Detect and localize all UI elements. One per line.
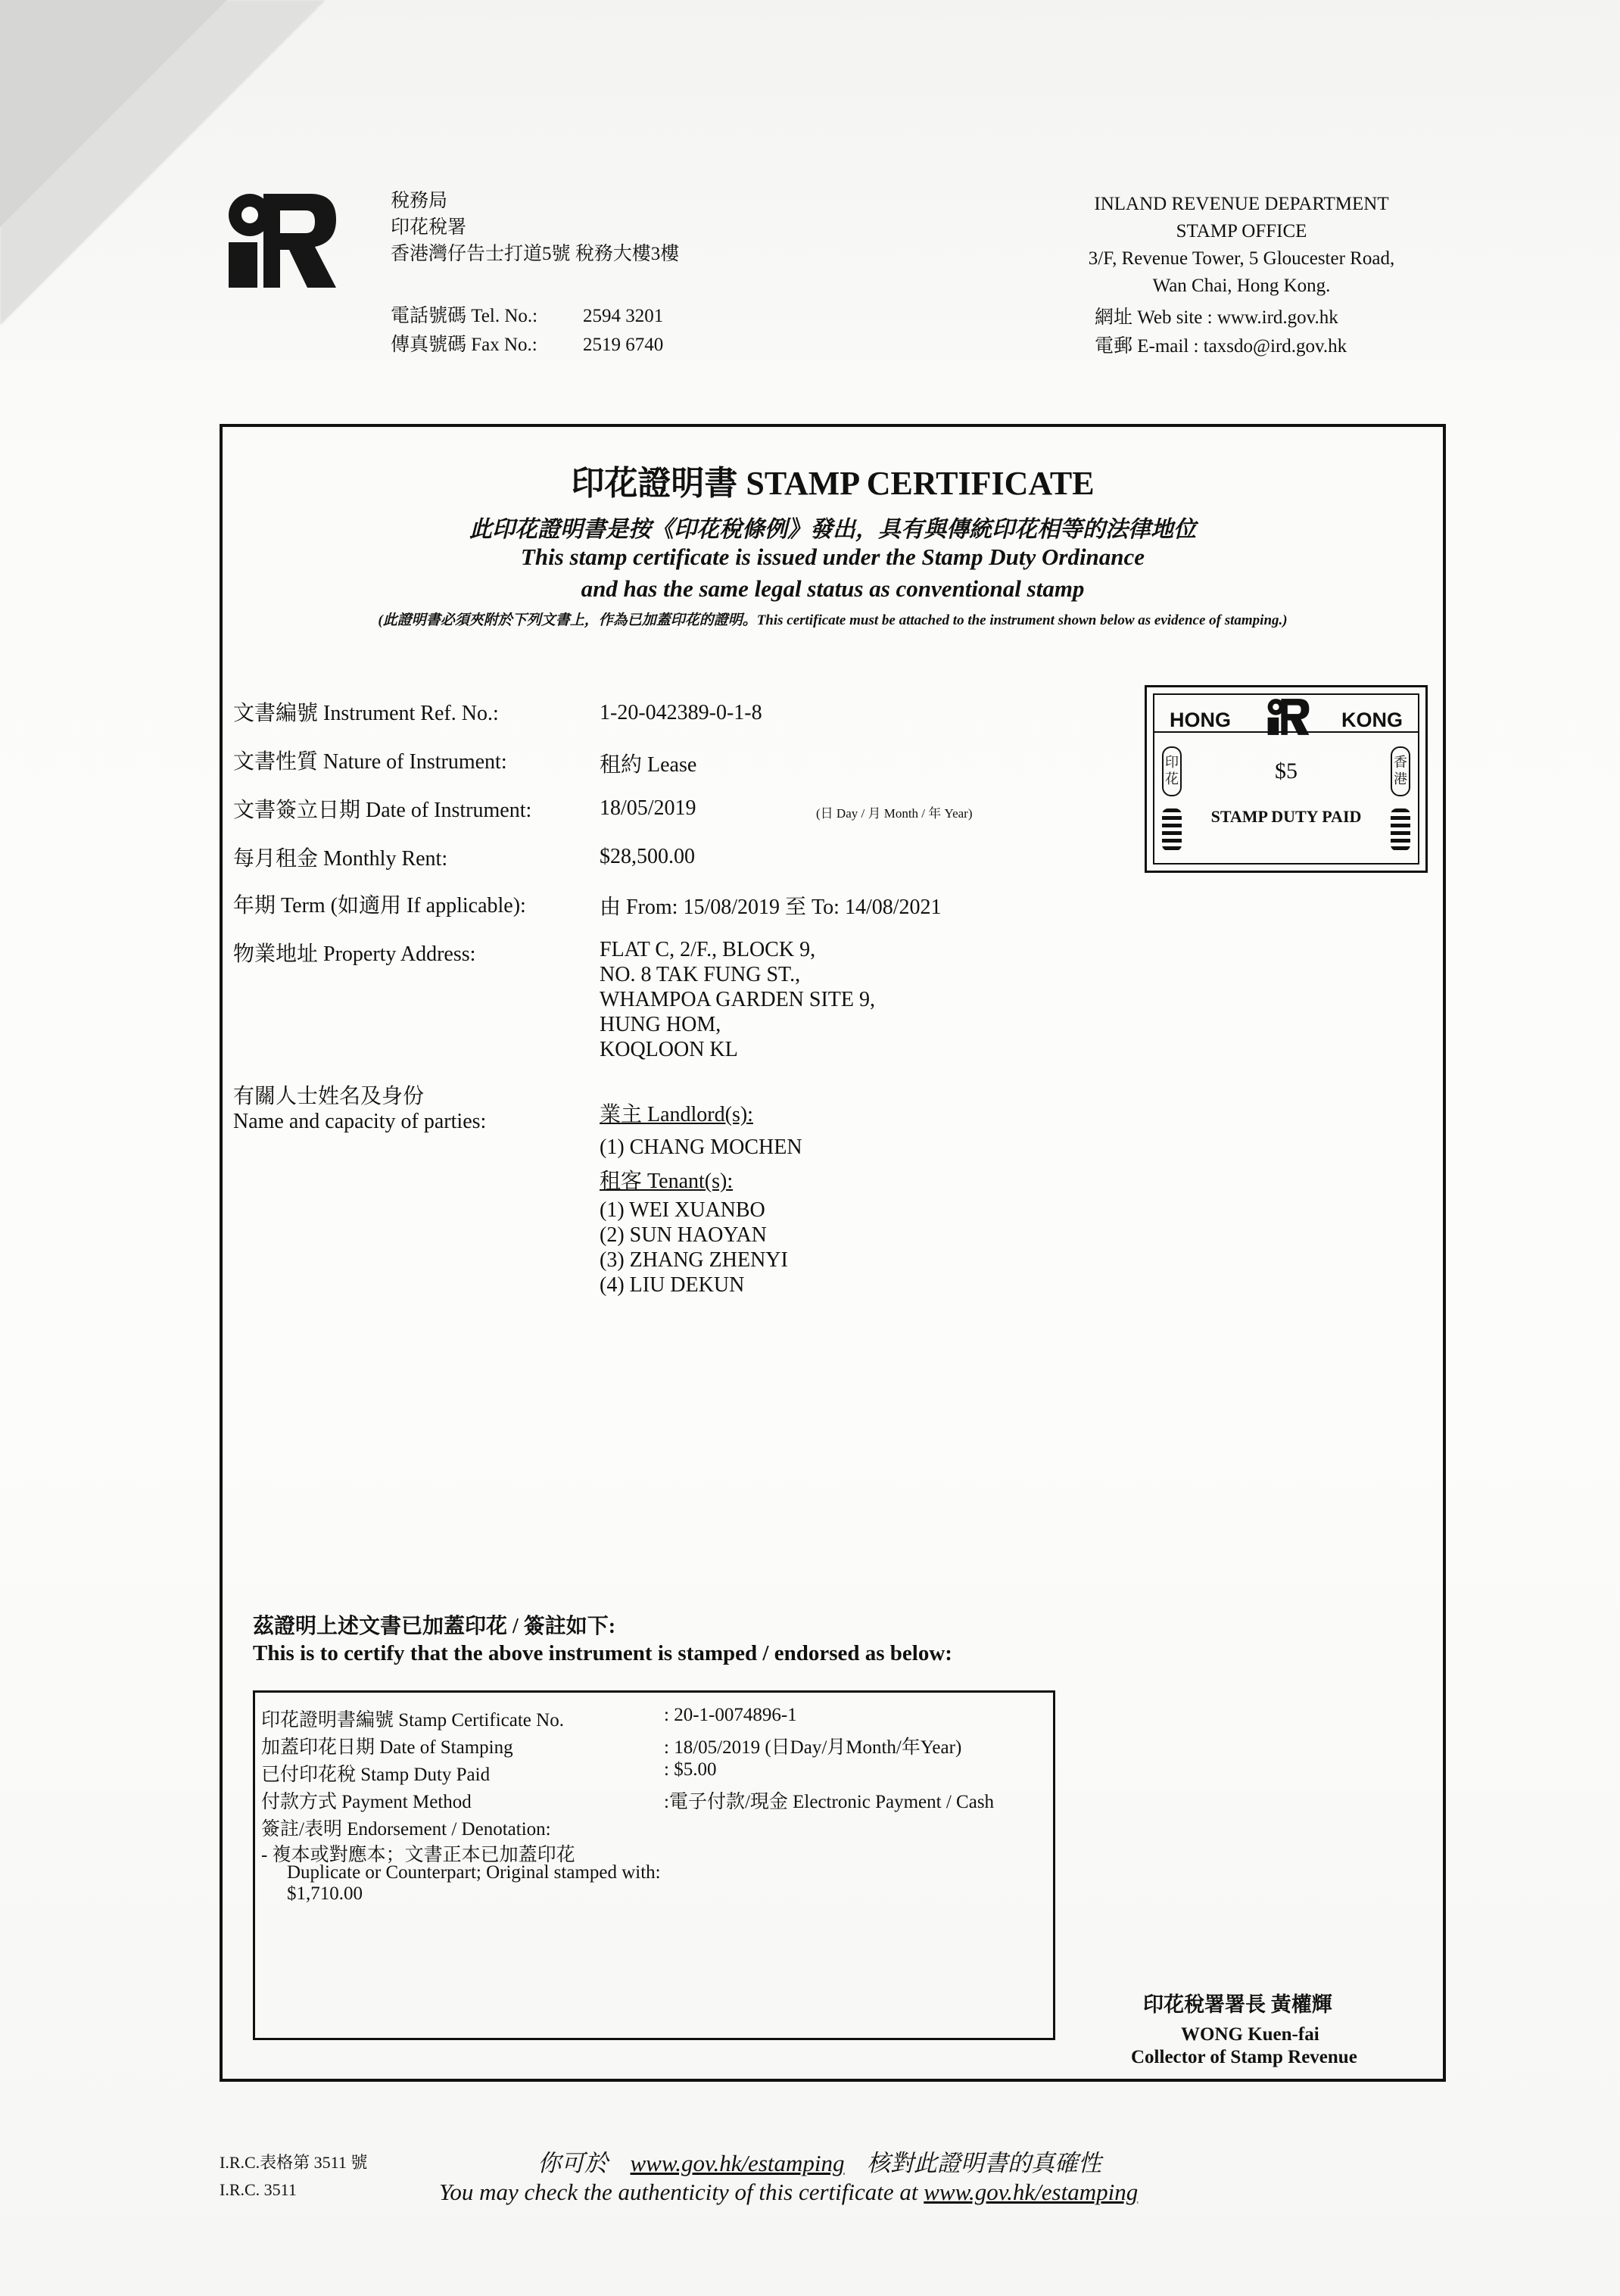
verify-line-en <box>439 2179 1138 2206</box>
signatory-title-cn: 印花稅署署長 黃權輝 <box>1143 1993 1332 2016</box>
tel-label: 電話號碼 Tel. No.: <box>391 306 538 326</box>
tenant-heading: 租客 Tenant(s): <box>600 1170 734 1193</box>
payment-method-label: 付款方式 Payment Method <box>261 1792 472 1812</box>
certify-cn: 茲證明上述文書已加蓋印花 / 簽註如下: <box>253 1615 616 1638</box>
stamping-date-label: 加蓋印花日期 Date of Stamping <box>261 1737 513 1758</box>
subtitle-en-1: This stamp certificate is issued under the Stamp Duty Ordinance <box>520 544 1145 570</box>
date-label: 文書簽立日期 Date of Instrument: <box>233 799 532 822</box>
stamp-kong: KONG <box>1341 709 1403 731</box>
office-en: STAMP OFFICE <box>1176 221 1307 241</box>
certificate-note: (此證明書必須夾附於下列文書上，作為已加蓋印花的證明。This certificate must be attached to the instrument shown below as evidence of stamping.) <box>378 612 1288 628</box>
address-en-1: 3/F, Revenue Tower, 5 Gloucester Road, <box>1088 248 1395 269</box>
property-address <box>600 937 875 1062</box>
endorsement-line-cn: - 複本或對應本；文書正本已加蓋印花 <box>261 1845 575 1865</box>
header-en-block <box>1045 191 1438 300</box>
signatory-name: WONG Kuen-fai <box>1181 2024 1319 2045</box>
stamp-hong: HONG <box>1170 709 1231 731</box>
address-label: 物業地址 Property Address: <box>233 942 476 966</box>
fax-value: 2519 6740 <box>583 335 664 355</box>
tenant-item: (4) LIU DEKUN <box>600 1273 745 1297</box>
term-label: 年期 Term (如適用 If applicable): <box>233 894 526 917</box>
tenant-item: (3) ZHANG ZHENYI <box>600 1248 788 1272</box>
verify-cn-suffix: 核對此證明書的真確性 <box>867 2150 1101 2176</box>
rent-label: 每月租金 Monthly Rent: <box>233 847 448 871</box>
address-line: WHAMPOA GARDEN SITE 9, <box>600 988 875 1011</box>
ref-value: 1-20-042389-0-1-8 <box>600 701 762 724</box>
signatory-title-en: Collector of Stamp Revenue <box>1131 2047 1357 2067</box>
subtitle-cn: 此印花證明書是按《印花稅條例》發出，具有與傳統印花相等的法律地位 <box>469 517 1196 542</box>
address-line: NO. 8 TAK FUNG ST., <box>600 963 801 986</box>
stamping-date-value: : 18/05/2019 (日Day/月Month/年Year) <box>664 1737 962 1758</box>
date-format: (日 Day / 月 Month / 年 Year) <box>816 806 973 821</box>
dept-en: INLAND REVENUE DEPARTMENT <box>1094 194 1389 214</box>
tenant-list <box>600 1198 788 1298</box>
website: 網址 Web site : www.ird.gov.hk <box>1095 307 1338 328</box>
dept-cn: 稅務局 <box>391 191 448 211</box>
endorsement-label: 簽註/表明 Endorsement / Denotation: <box>261 1819 551 1840</box>
cert-no-value: : 20-1-0074896-1 <box>664 1705 797 1725</box>
address-cn: 香港灣仔告士打道5號 稅務大樓3樓 <box>391 244 680 264</box>
address-line: KOQLOON KL <box>600 1038 738 1061</box>
rent-value: $28,500.00 <box>600 845 695 868</box>
address-en-2: Wan Chai, Hong Kong. <box>1152 276 1331 296</box>
fax-label: 傳真號碼 Fax No.: <box>391 335 537 355</box>
address-line: FLAT C, 2/F., BLOCK 9, <box>600 938 816 961</box>
page-fold-corner <box>0 0 227 227</box>
stamp-certificate-details <box>253 1690 1055 2040</box>
subtitle-en-2: and has the same legal status as conventional stamp <box>581 575 1085 602</box>
stamp-side-left: 印花 <box>1162 746 1182 796</box>
ird-logo <box>226 188 339 294</box>
stamp-paid-label: STAMP DUTY PAID <box>1210 807 1362 826</box>
verify-line-cn <box>537 2144 1101 2178</box>
stamp-amount: $5 <box>1275 759 1298 784</box>
payment-method-value: :電子付款/現金 Electronic Payment / Cash <box>664 1792 995 1812</box>
parties-label-en: Name and capacity of parties: <box>233 1110 487 1133</box>
stamp-duty-seal <box>1145 685 1428 873</box>
endorsement-line-en: Duplicate or Counterpart; Original stamped with: <box>287 1862 661 1883</box>
parties-label-cn: 有關人士姓名及身份 <box>233 1085 425 1108</box>
verify-cn-prefix: 你可於 <box>537 2150 608 2176</box>
cert-no-label: 印花證明書編號 Stamp Certificate No. <box>261 1710 564 1731</box>
parties-label <box>233 1084 486 1134</box>
original-stamp-amount: $1,710.00 <box>287 1883 363 1904</box>
verify-en-prefix: You may check the authenticity of this certificate at <box>439 2179 918 2205</box>
verify-link-en[interactable]: www.gov.hk/estamping <box>924 2179 1139 2205</box>
form-number-cn: I.R.C.表格第 3511 號 <box>220 2153 368 2172</box>
stamp-side-right: 香港 <box>1391 746 1410 796</box>
certificate-title: 印花證明書 STAMP CERTIFICATE <box>571 465 1095 502</box>
term-value: 由 From: 15/08/2019 至 To: 14/08/2021 <box>600 896 942 919</box>
landlord-item: (1) CHANG MOCHEN <box>600 1136 802 1159</box>
ref-label: 文書編號 Instrument Ref. No.: <box>233 702 499 725</box>
address-line: HUNG HOM, <box>600 1013 721 1036</box>
tenant-item: (2) SUN HAOYAN <box>600 1223 767 1247</box>
header-cn-block <box>391 188 679 267</box>
verify-link-cn[interactable]: www.gov.hk/estamping <box>630 2150 845 2176</box>
date-value: 18/05/2019 <box>600 796 696 820</box>
stamp-top-rule <box>1154 731 1418 733</box>
nature-value: 租約 Lease <box>600 753 697 777</box>
tel-value: 2594 3201 <box>583 306 664 326</box>
tenant-item: (1) WEI XUANBO <box>600 1198 765 1222</box>
duty-paid-value: : $5.00 <box>664 1759 717 1780</box>
office-cn: 印花稅署 <box>391 217 467 238</box>
form-number-en: I.R.C. 3511 <box>220 2180 297 2199</box>
landlord-heading: 業主 Landlord(s): <box>600 1103 753 1126</box>
certify-en: This is to certify that the above instrument is stamped / endorsed as below: <box>253 1641 952 1665</box>
duty-paid-label: 已付印花稅 Stamp Duty Paid <box>261 1765 491 1785</box>
nature-label: 文書性質 Nature of Instrument: <box>233 750 507 774</box>
email: 電郵 E-mail : taxsdo@ird.gov.hk <box>1095 336 1347 357</box>
